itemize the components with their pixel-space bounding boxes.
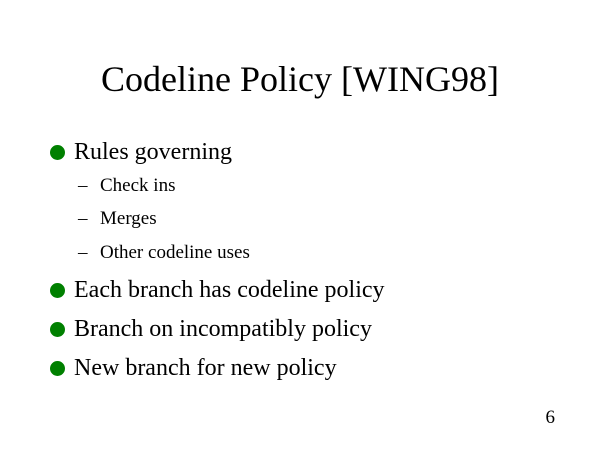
- bullet-text: Branch on incompatibly policy: [74, 316, 372, 342]
- sub-bullet-item: [78, 207, 157, 231]
- page-number: 6: [545, 407, 555, 428]
- green-circle-bullet-icon: [50, 361, 65, 376]
- slide-title: Codeline Policy [WING98]: [101, 59, 499, 99]
- sub-bullet-item: [78, 174, 175, 198]
- sub-bullet-text: Other codeline uses: [100, 242, 250, 263]
- dash-marker: –: [78, 208, 88, 229]
- bullet-text: New branch for new policy: [74, 355, 337, 381]
- sub-bullet-text: Check ins: [100, 175, 176, 196]
- sub-bullet-text: Merges: [100, 208, 157, 229]
- dash-marker: –: [78, 242, 88, 263]
- bullet-text: Rules governing: [74, 139, 232, 165]
- sub-bullet-item: [78, 241, 250, 265]
- green-circle-bullet-icon: [50, 322, 65, 337]
- green-circle-bullet-icon: [50, 283, 65, 298]
- green-circle-bullet-icon: [50, 145, 65, 160]
- dash-marker: –: [78, 175, 88, 196]
- bullet-text: Each branch has codeline policy: [74, 277, 385, 303]
